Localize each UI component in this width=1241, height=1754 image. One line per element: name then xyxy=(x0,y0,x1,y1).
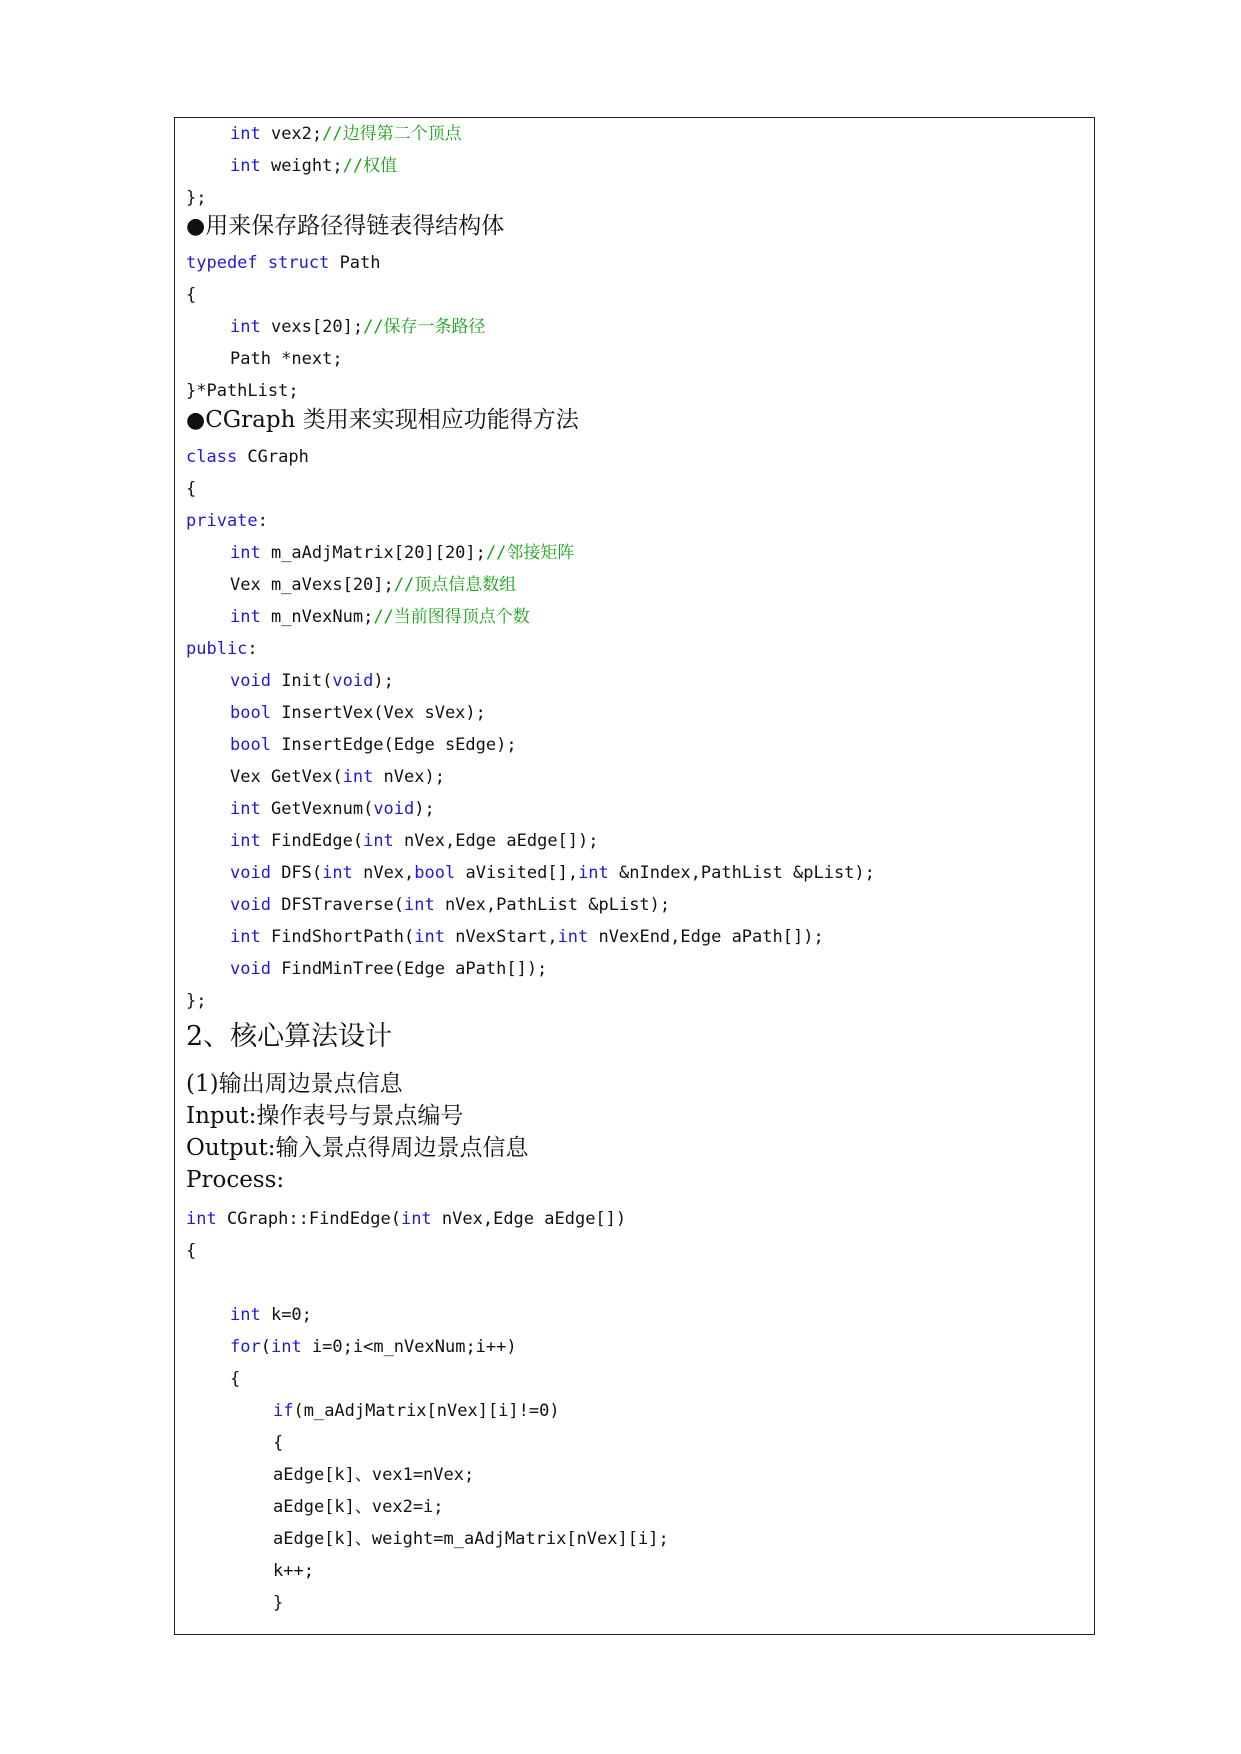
code-line xyxy=(186,449,309,466)
code-text: k=0; xyxy=(260,1305,312,1325)
code-keyword: void xyxy=(230,895,271,915)
code-keyword: int xyxy=(230,543,261,563)
code-keyword: int xyxy=(230,156,261,176)
code-line xyxy=(186,1211,626,1228)
code-text: nVex,Edge aEdge[]) xyxy=(431,1209,627,1229)
code-text: nVex); xyxy=(373,767,445,787)
code-line xyxy=(186,190,206,207)
code-line xyxy=(186,255,381,272)
code-text: nVex,Edge aEdge[]); xyxy=(393,831,599,851)
code-line xyxy=(230,545,574,562)
code-line xyxy=(273,1595,283,1612)
code-line xyxy=(230,609,530,626)
code-comment: //顶点信息数组 xyxy=(393,575,517,595)
code-text: DFS( xyxy=(270,863,323,883)
code-line xyxy=(230,126,462,143)
code-text: m_aAdjMatrix[20][20]; xyxy=(260,543,486,563)
code-line xyxy=(186,641,258,658)
code-text xyxy=(258,253,268,273)
code-text: k++; xyxy=(273,1561,314,1581)
code-line xyxy=(186,287,196,304)
code-text: weight; xyxy=(260,156,343,176)
code-text: i=0;i<m_nVexNum;i++) xyxy=(301,1337,517,1357)
code-keyword: int xyxy=(400,1209,432,1229)
code-line xyxy=(230,769,445,786)
code-line xyxy=(230,1307,312,1324)
code-keyword: void xyxy=(230,671,271,691)
code-text: { xyxy=(273,1433,284,1453)
code-text: FindMinTree(Edge aPath[]); xyxy=(270,959,548,979)
code-text: nVex,PathList &pList); xyxy=(434,895,671,915)
code-line xyxy=(230,1371,240,1388)
code-line xyxy=(273,1563,314,1580)
code-line xyxy=(230,705,486,722)
code-line xyxy=(273,1467,474,1484)
code-comment: //边得第二个顶点 xyxy=(322,124,462,144)
code-keyword: void xyxy=(332,671,374,691)
code-line xyxy=(186,383,299,400)
code-keyword: int xyxy=(404,895,435,915)
code-text: aVisited[], xyxy=(455,863,579,883)
code-text: ); xyxy=(414,799,435,819)
code-line xyxy=(230,577,516,594)
code-text: aEdge[k]、vex2=i; xyxy=(273,1497,444,1517)
code-text: { xyxy=(186,1241,197,1261)
code-keyword: class xyxy=(186,447,238,467)
code-keyword: int xyxy=(557,927,589,947)
code-keyword: int xyxy=(342,767,374,787)
section-heading xyxy=(186,1137,528,1160)
code-line xyxy=(273,1531,669,1548)
code-text: ( xyxy=(260,1337,271,1357)
section-heading xyxy=(186,1105,463,1128)
code-text: aEdge[k]、vex1=nVex; xyxy=(273,1465,475,1485)
code-keyword: bool xyxy=(414,863,456,883)
code-comment: //权值 xyxy=(342,156,398,176)
code-keyword: int xyxy=(578,863,609,883)
code-text: : xyxy=(247,639,258,659)
code-keyword: int xyxy=(230,927,261,947)
code-keyword: void xyxy=(373,799,415,819)
code-line xyxy=(230,319,486,336)
section-heading xyxy=(186,215,504,238)
code-line xyxy=(273,1403,560,1420)
code-text: } xyxy=(273,1593,284,1613)
code-text: aEdge[k]、weight=m_aAdjMatrix[nVex][i]; xyxy=(273,1529,669,1549)
code-text: { xyxy=(186,285,197,305)
code-line xyxy=(230,1339,517,1356)
code-comment: //保存一条路径 xyxy=(363,317,486,337)
code-keyword: void xyxy=(230,863,271,883)
code-text: Init( xyxy=(270,671,333,691)
code-keyword: typedef xyxy=(186,253,258,273)
code-keyword: int xyxy=(230,1305,261,1325)
section-heading xyxy=(186,409,579,432)
code-text: InsertVex(Vex sVex); xyxy=(270,703,486,723)
code-text: CGraph xyxy=(237,447,309,467)
code-keyword: int xyxy=(186,1209,217,1229)
code-text: DFSTraverse( xyxy=(270,895,405,915)
code-keyword: bool xyxy=(230,735,271,755)
code-line xyxy=(230,158,397,175)
code-keyword: void xyxy=(230,959,271,979)
code-keyword: public xyxy=(186,639,248,659)
code-line xyxy=(273,1435,283,1452)
code-keyword: private xyxy=(186,511,258,531)
code-text: }; xyxy=(186,188,207,208)
code-text: Vex m_aVexs[20]; xyxy=(230,575,394,595)
code-line xyxy=(230,351,343,368)
code-text: InsertEdge(Edge sEdge); xyxy=(270,735,517,755)
code-text: m_nVexNum; xyxy=(260,607,374,627)
code-text: }*PathList; xyxy=(186,381,299,401)
code-line xyxy=(230,865,875,882)
code-line xyxy=(230,897,670,914)
section-heading xyxy=(186,1169,284,1192)
code-comment: //当前图得顶点个数 xyxy=(373,607,530,627)
code-keyword: int xyxy=(363,831,394,851)
code-keyword: int xyxy=(230,317,261,337)
code-text: { xyxy=(186,479,197,499)
code-text: FindEdge( xyxy=(260,831,364,851)
code-line xyxy=(230,801,435,818)
code-text: ); xyxy=(373,671,394,691)
code-text: nVexEnd,Edge aPath[]); xyxy=(588,927,824,947)
code-keyword: int xyxy=(230,124,261,144)
code-keyword: for xyxy=(230,1337,261,1357)
code-line xyxy=(230,833,599,850)
code-keyword: int xyxy=(270,1337,302,1357)
heading-text: CGraph 类用来实现相应功能得方法 xyxy=(205,407,579,433)
code-text: vex2; xyxy=(260,124,323,144)
code-text: FindShortPath( xyxy=(260,927,415,947)
heading-text: Process: xyxy=(186,1167,285,1193)
code-text: }; xyxy=(186,991,207,1011)
code-line xyxy=(230,673,394,690)
section-heading xyxy=(186,1073,403,1096)
code-line xyxy=(186,1243,196,1260)
code-line xyxy=(230,929,824,946)
heading-text: Input:操作表号与景点编号 xyxy=(186,1103,464,1129)
code-keyword: if xyxy=(273,1401,294,1421)
heading-text: Output:输入景点得周边景点信息 xyxy=(186,1135,529,1161)
code-line xyxy=(273,1499,444,1516)
code-text: Vex GetVex( xyxy=(230,767,343,787)
heading-text: 用来保存路径得链表得结构体 xyxy=(205,213,505,239)
bullet-icon: ● xyxy=(186,408,206,433)
code-text: : xyxy=(257,511,268,531)
code-text: CGraph::FindEdge( xyxy=(216,1209,401,1229)
code-keyword: int xyxy=(414,927,445,947)
code-text: Path *next; xyxy=(230,349,343,369)
code-text: nVex, xyxy=(352,863,415,883)
code-line xyxy=(186,513,268,530)
code-keyword: int xyxy=(230,799,261,819)
code-comment: //邻接矩阵 xyxy=(485,543,575,563)
code-keyword: int xyxy=(230,831,261,851)
code-text: vexs[20]; xyxy=(260,317,364,337)
code-text: nVexStart, xyxy=(444,927,558,947)
code-line xyxy=(230,961,547,978)
code-text: GetVexnum( xyxy=(260,799,374,819)
code-line xyxy=(186,993,206,1010)
bullet-icon: ● xyxy=(186,214,206,239)
code-line xyxy=(230,737,517,754)
heading-text: 2、核心算法设计 xyxy=(186,1021,393,1052)
code-text: Path xyxy=(329,253,381,273)
code-text: { xyxy=(230,1369,241,1389)
heading-text: (1)输出周边景点信息 xyxy=(186,1071,403,1097)
code-keyword: int xyxy=(230,607,261,627)
code-keyword: struct xyxy=(267,253,330,273)
code-keyword: bool xyxy=(230,703,271,723)
section-title xyxy=(186,1023,392,1050)
code-text: (m_aAdjMatrix[nVex][i]!=0) xyxy=(293,1401,560,1421)
code-keyword: int xyxy=(322,863,353,883)
code-text: &nIndex,PathList &pList); xyxy=(608,863,875,883)
code-line xyxy=(186,481,196,498)
